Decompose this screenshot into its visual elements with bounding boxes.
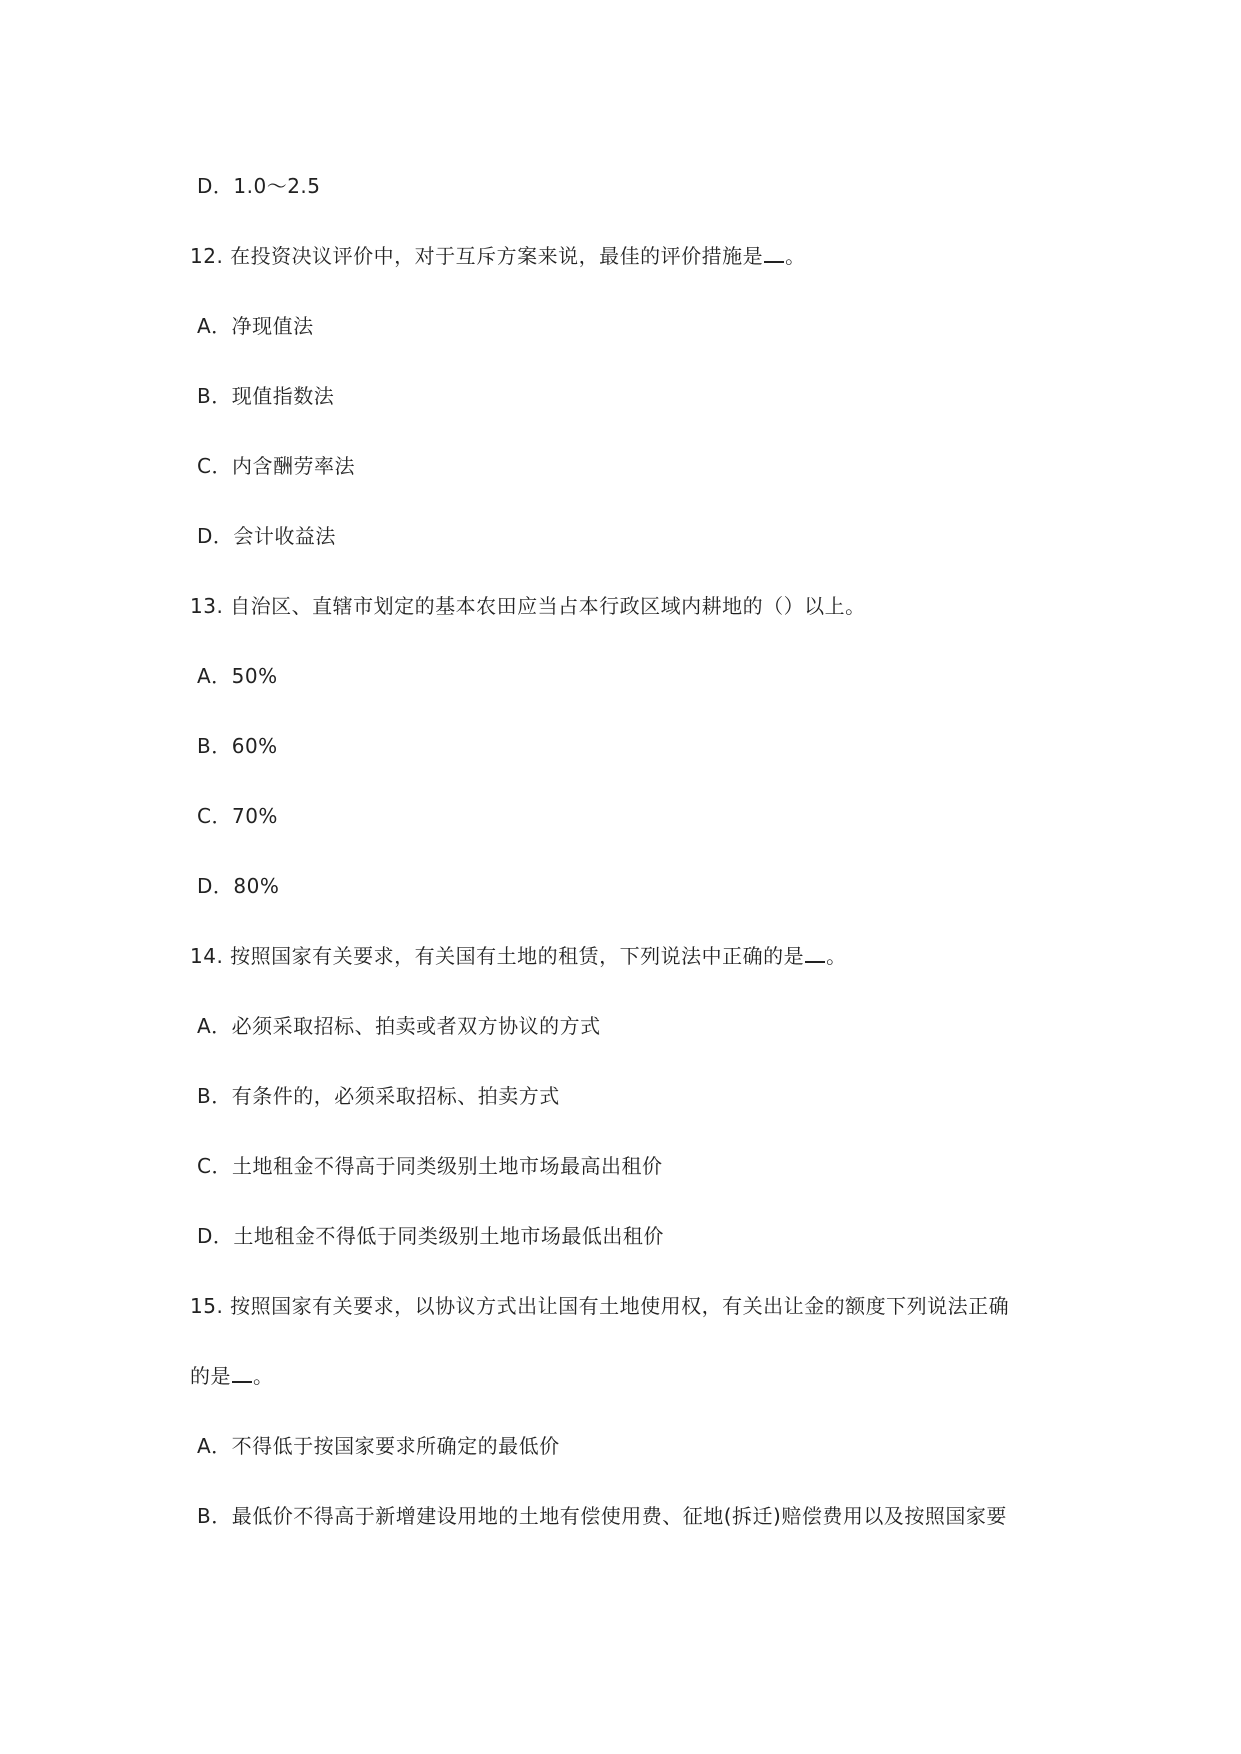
question-15-cont-text: 的是: [190, 1364, 231, 1388]
option-d-q13: D．80%: [197, 874, 280, 898]
option-b-q14: B．有条件的，必须采取招标、拍卖方式: [197, 1084, 560, 1108]
option-d-q11: D．1.0～2.5: [197, 174, 321, 198]
question-13: 13. 自治区、直辖市划定的基本农田应当占本行政区域内耕地的（）以上。: [190, 594, 866, 618]
option-a-q14: A．必须采取招标、拍卖或者双方协议的方式: [197, 1014, 601, 1038]
question-12: [190, 242, 806, 270]
option-d-q14: D．土地租金不得低于同类级别土地市场最低出租价: [197, 1224, 664, 1248]
option-c-q13: C．70%: [197, 804, 278, 828]
answer-blank: [764, 243, 784, 263]
question-12-end: 。: [785, 244, 806, 268]
question-15-end: 。: [253, 1364, 274, 1388]
option-a-q12: A．净现值法: [197, 314, 314, 338]
answer-blank: [232, 1363, 252, 1383]
option-a-q15: A．不得低于按国家要求所确定的最低价: [197, 1434, 560, 1458]
question-15: 15. 按照国家有关要求，以协议方式出让国有土地使用权，有关出让金的额度下列说法正确: [190, 1294, 1010, 1318]
option-c-q12: C．内含酬劳率法: [197, 454, 355, 478]
option-b-q12: B．现值指数法: [197, 384, 335, 408]
question-12-text: 12. 在投资决议评价中，对于互斥方案来说，最佳的评价措施是: [190, 244, 764, 268]
answer-blank: [805, 943, 825, 963]
option-b-q13: B．60%: [197, 734, 278, 758]
option-a-q13: A．50%: [197, 664, 278, 688]
option-d-q12: D．会计收益法: [197, 524, 336, 548]
question-14-end: 。: [826, 944, 847, 968]
option-b-q15: B．最低价不得高于新增建设用地的土地有偿使用费、征地(拆迁)赔偿费用以及按照国家要: [197, 1504, 1007, 1528]
question-14-text: 14. 按照国家有关要求，有关国有土地的租赁，下列说法中正确的是: [190, 944, 805, 968]
option-c-q14: C．土地租金不得高于同类级别土地市场最高出租价: [197, 1154, 663, 1178]
question-14: [190, 942, 847, 970]
question-15-continued: [190, 1362, 274, 1390]
